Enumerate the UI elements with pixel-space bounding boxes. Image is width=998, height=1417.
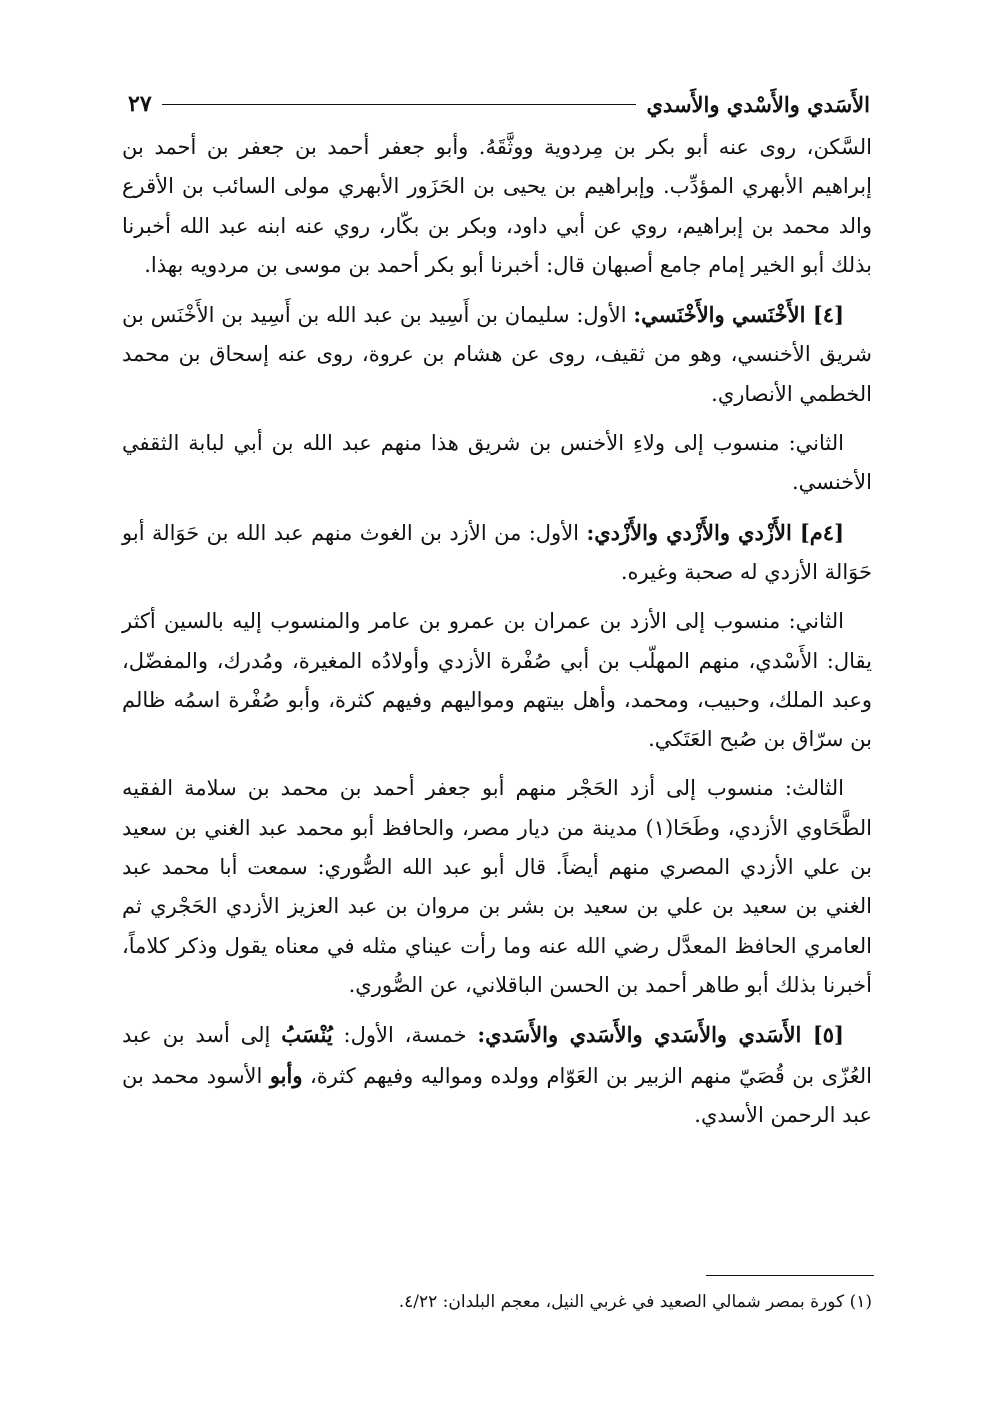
entry-heading: [٤] الأَخْنَسي والأَخْنَسي: [633,302,844,328]
paragraph: الثاني: منسوب إلى الأزد بن عمران بن عمرو بن عامر والمنسوب إليه بالسين أكثر يقال: الأَسْدي، منهم المهلّب بن أبي صُفْرة الأزدي وأولادُه المغيرة، ومُدرك، والمفضّل، وعبد الملك، وحبيب، ومحمد، وأهل بيتهم ومواليهم وفيهم كثرة، وأبو صُفْرة اسمُه ظالم بن سرّاق بن صُبح العَتَكي. [122,609,872,752]
running-header [128,86,870,122]
paragraph-text: الأول: من الأزد بن الغوث منهم عبد الله بن حَوَالة أبو حَوَالة الأزدي له صحبة وغيره. [122,520,872,584]
paragraph-text: خمسة، الأول: [332,1023,478,1048]
entry-heading: [٤م] الأَزْدي والأَزْدي والأَزْدي: [586,519,844,545]
running-title: الأَسَدي والأَسْدي والأَسدي [646,91,870,117]
header-rule [162,104,637,105]
paragraph-text: إلى أسد بن عبد العُزّى بن قُصَيّ منهم الزبير بن العَوّام وولده ومواليه وفيهم كثرة، [122,1023,872,1088]
paragraph: الثالث: منسوب إلى أزد الحَجْر منهم أبو جعفر أحمد بن محمد بن سلامة الفقيه الطَّحَاوي الأزدي، وطَحَا(١) مدينة من ديار مصر، والحافظ أبو محمد عبد الغني بن سعيد بن علي الأزدي المصري منهم أيضاً. قال أبو عبد الله الصُّوري: سمعت أبا محمد عبد الغني بن سعيد بن علي بن سعيد بن بشر بن مروان بن عبد العزيز الأزدي الحَجْري ثم العامري الحافظ المعدَّل رضي الله عنه وما رأت عيناي مثله في معناه يقول وذكر كلاماً، أخبرنا بذلك أبو طاهر أحمد بن الحسن الباقلاني، عن الصُّوري. [122,776,872,997]
bold-word: وأبو [269,1062,303,1088]
paragraph [122,295,872,414]
page-number: ٢٧ [128,91,152,117]
bold-word: يُنْسَبُ [281,1022,333,1048]
paragraph-text: الأسود محمد بن عبد الرحمن الأسدي. [122,1063,872,1127]
paragraph [122,513,872,593]
entry-heading: [٥] الأَسَدي والأَسَدي والأَسَدي والأَسَدي: [477,1022,844,1048]
paragraph: الثاني: منسوب إلى ولاءِ الأخنس بن شريق هذا منهم عبد الله بن أبي لبابة الثقفي الأخنسي. [122,431,872,495]
paragraph-text: الأول: سليمان بن أَسِيد بن عبد الله بن أَسِيد بن الأَخْنَس بن شريق الأخنسي، وهو من ثقيف، روى عن هشام بن عروة، روى عنه إسحاق بن محمد الخطمي الأنصاري. [122,303,872,406]
footnote-separator [706,1275,874,1276]
main-text [122,128,872,1145]
footnote: (١) كورة بمصر شمالي الصعيد في غربي النيل، معجم البلدان: ٤/٢٢. [398,1292,872,1312]
paragraph [122,1015,872,1135]
paragraph: السَّكن، روى عنه أبو بكر بن مِردوية ووثَّقَهُ. وأبو جعفر أحمد بن جعفر بن أحمد بن إبراهيم الأبهري المؤدِّب. وإبراهيم بن يحيى بن الحَزَور الأبهري مولى السائب بن الأقرع والد محمد بن إبراهيم، روي عن أبي داود، وبكر بن بكّار، روي عنه ابنه عبد الله أخبرنا بذلك أبو الخير إمام جامع أصبهان قال: أخبرنا أبو بكر أحمد بن موسى بن مردويه بهذا. [122,135,872,277]
